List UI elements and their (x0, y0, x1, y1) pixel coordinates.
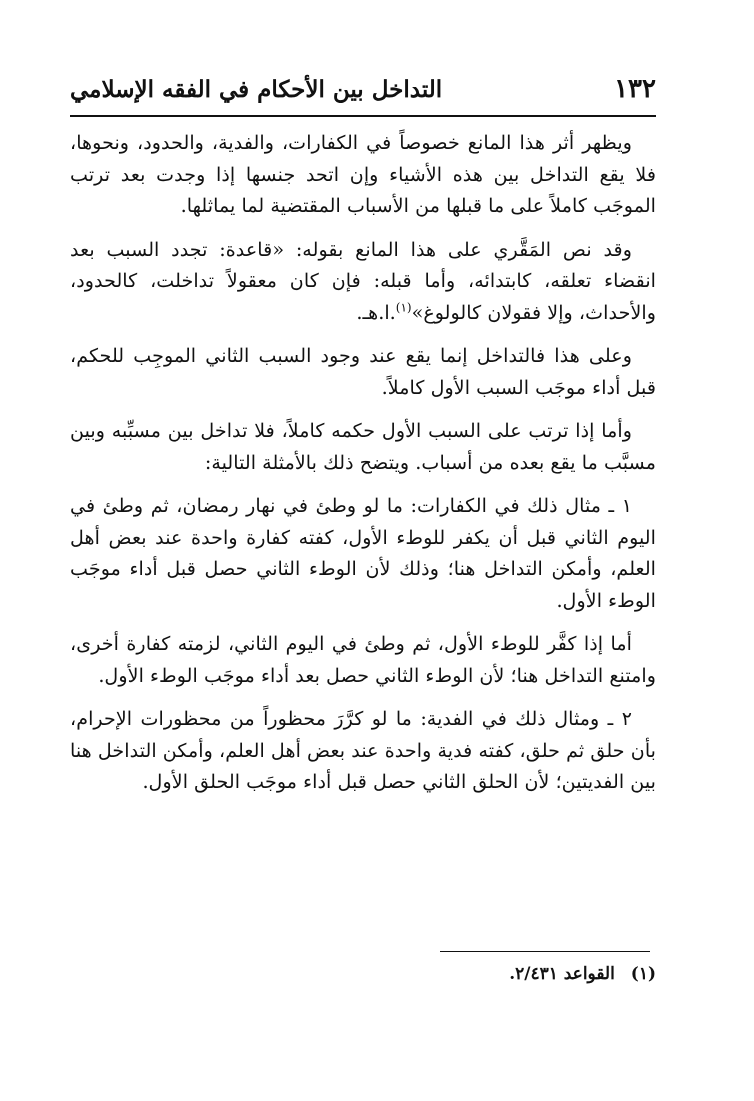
page-number: ١٣٢ (614, 74, 656, 104)
paragraph: ويظهر أثر هذا المانع خصوصاً في الكفارات، والفدية، والحدود، ونحوها، فلا يقع التداخل بين هذه الأشياء وإن اتحد جنسها إذا وجدت بعد ترتب الموجَب كاملاً على ما قبلها من الأسباب المقتضية لما يماثلها. (70, 131, 656, 217)
footnote-number: (١) (630, 964, 656, 984)
paragraph: وعلى هذا فالتداخل إنما يقع عند وجود السبب الثاني الموجِب للحكم، قبل أداء موجَب السبب الأول كاملاً. (70, 344, 656, 399)
body-text (70, 127, 656, 810)
footnote (70, 962, 656, 986)
paragraph: ٢ ـ ومثال ذلك في الفدية: ما لو كرَّرَ محظوراً من محظورات الإحرام، بأن حلق ثم حلق، كفته فدية واحدة عند بعض أهل العلم، وأمكن التداخل هنا بين الفديتين؛ لأن الحلق الثاني حصل قبل أداء موجَب الحلق الأول. (70, 707, 656, 793)
quote-text: وقد نص المَقَّري على هذا المانع بقوله: «قاعدة: تجدد السبب بعد انقضاء تعلقه، كابتدائه، وأما قبله: فإن كان معقولاً تداخلت، كالحدود، والأحداث، وإلا فقولان كالولوغ» (70, 237, 656, 324)
footnote-rule (440, 951, 650, 952)
footnote-reference[interactable]: (١) (395, 300, 412, 315)
footnote-text: القواعد ٢/٤٣١. (509, 964, 615, 984)
paragraph-with-footnote (70, 234, 656, 329)
header-rule (70, 115, 656, 117)
page-header (70, 70, 656, 110)
paragraph: وأما إذا ترتب على السبب الأول حكمه كاملاً، فلا تداخل بين مسبِّبه وبين مسبَّب ما يقع بعده من أسباب. ويتضح ذلك بالأمثلة التالية: (70, 419, 656, 474)
quote-end: .ا.هـ. (356, 300, 396, 324)
paragraph: أما إذا كفَّر للوطء الأول، ثم وطئ في اليوم الثاني، لزمته كفارة أخرى، وامتنع التداخل هنا؛ لأن الوطء الثاني حصل بعد أداء موجَب الوطء الأول. (70, 632, 656, 687)
paragraph: ١ ـ مثال ذلك في الكفارات: ما لو وطئ في نهار رمضان، ثم وطئ في اليوم الثاني قبل أن يكفر للوطء الأول، كفته كفارة واحدة عند بعض أهل العلم، وأمكن التداخل هنا؛ وذلك لأن الوطء الثاني حصل قبل أداء موجَب الوطء الأول. (70, 494, 656, 612)
running-title: التداخل بين الأحكام في الفقه الإسلامي (70, 76, 443, 103)
